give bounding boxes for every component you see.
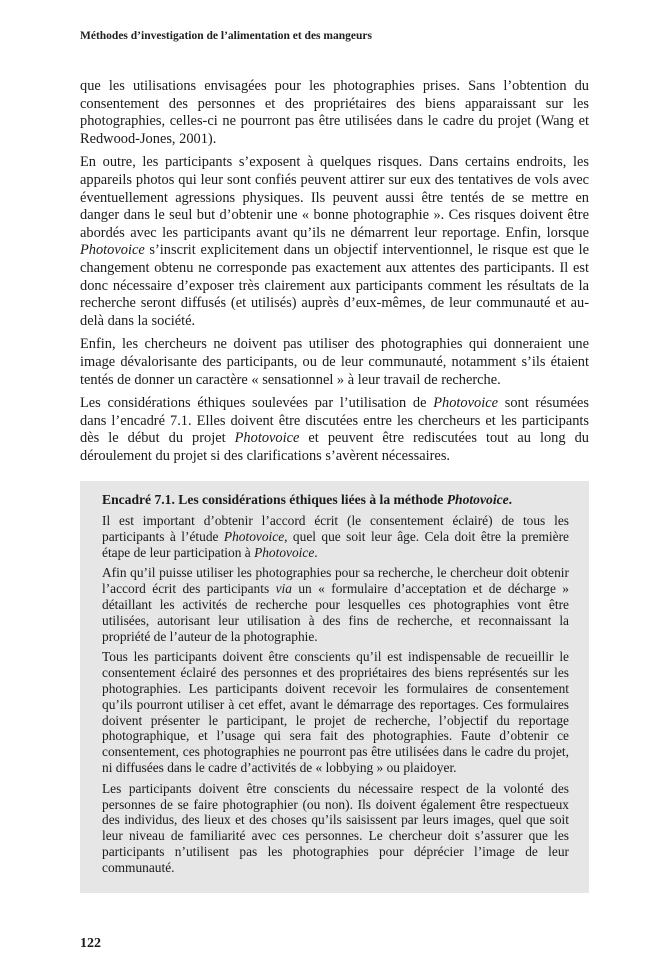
paragraph-4: Les considérations éthiques soulevées par l’utilisation de Photovoice sont résumées dans l’encadré 7.1. Elles doivent être discutées entre les chercheurs et les participants dès le début du projet Photovoice et peuvent être rediscutées tout au long du déroulement du projet si des clarifications s’avèrent nécessaires. <box>80 395 589 464</box>
box-paragraph-1: Il est important d’obtenir l’accord écrit (le consentement éclairé) de tous les participants à l’étude Photovoice, quel que soit leur âge. Cela doit être la première étape de leur participation à Photovoice. <box>102 513 569 560</box>
page-number: 122 <box>80 936 101 951</box>
box-paragraph-4: Les participants doivent être conscients du nécessaire respect de la volonté des personnes de se faire photographier (ou non). Ils doivent également être respectueux des individus, des lieux et des choses qu’ils saisissent par leurs images, quel que soit leur niveau de familiarité avec ces personnes. Le chercheur doit s’assurer que les participants n’utilisent pas les photographies pour déprécier l’image de leur communauté. <box>102 780 569 875</box>
paragraph-1: que les utilisations envisagées pour les photographies prises. Sans l’obtention du consentement des personnes et des propriétaires des biens apparaissant sur les photographies, celles-ci ne pourront pas être utilisées dans le cadre du projet (Wang et Redwood-Jones, 2001). <box>80 78 589 147</box>
running-head: Méthodes d’investigation de l’alimentation et des mangeurs <box>80 30 372 42</box>
paragraph-3: Enfin, les chercheurs ne doivent pas utiliser des photographies qui donneraient une image dévalorisante des participants, ou de leur communauté, notamment s’ils étaient tentés de donner un caractère « sensationnel » à leur travail de recherche. <box>80 336 589 388</box>
paragraph-2: En outre, les participants s’exposent à quelques risques. Dans certains endroits, les appareils photos qui leur sont confiés peuvent attirer sur eux des tentatives de vols avec éventuellement agressions physiques. Ils peuvent aussi être tentés de se mettre en danger dans le seul but d’obtenir une « bonne photographie ». Ces risques doivent être abordés avec les participants avant qu’ils ne démarrent leur reportage. Enfin, lorsque Photovoice s’inscrit explicitement dans un objectif interventionnel, le risque est que le changement obtenu ne corresponde pas exactement aux attentes des participants. Il est donc nécessaire d’exposer très clairement aux participants comment les résultats de la recherche seront diffusés (et utilisés) auprès d’eux-mêmes, de leur communauté et au-delà dans la société. <box>80 154 589 329</box>
body-text <box>80 78 589 471</box>
box-paragraph-2: Afin qu’il puisse utiliser les photographies pour sa recherche, le chercheur doit obtenir l’accord écrit des participants via un « formulaire d’acceptation et de décharge » détaillant les activités de recherche pour lesquelles ces photographies vont être utilisées, autorisant leur utilisation à des fins de recherche, et reconnaissant la propriété de l’auteur de la photographie. <box>102 565 569 644</box>
encadre-box <box>80 481 589 893</box>
box-paragraph-3: Tous les participants doivent être conscients qu’il est indispensable de recueillir le consentement éclairé des personnes et des propriétaires des biens représentés sur les photographies. Les participants doivent recevoir les formulaires de consentement qu’ils pourront utiliser à cet effet, avant le démarrage des reportages. Ces formulaires doivent présenter le participant, le projet de recherche, l’objectif du reportage photographique, et l’usage qui sera fait des photographies. Faute d’obtenir ce consentement, ces photographies ne pourront pas être utilisées dans le cadre du projet, ni diffusées dans le cadre d’activités de « lobbying » ou plaidoyer. <box>102 649 569 775</box>
box-title: Encadré 7.1. Les considérations éthiques liées à la méthode Photovoice. <box>102 492 513 507</box>
